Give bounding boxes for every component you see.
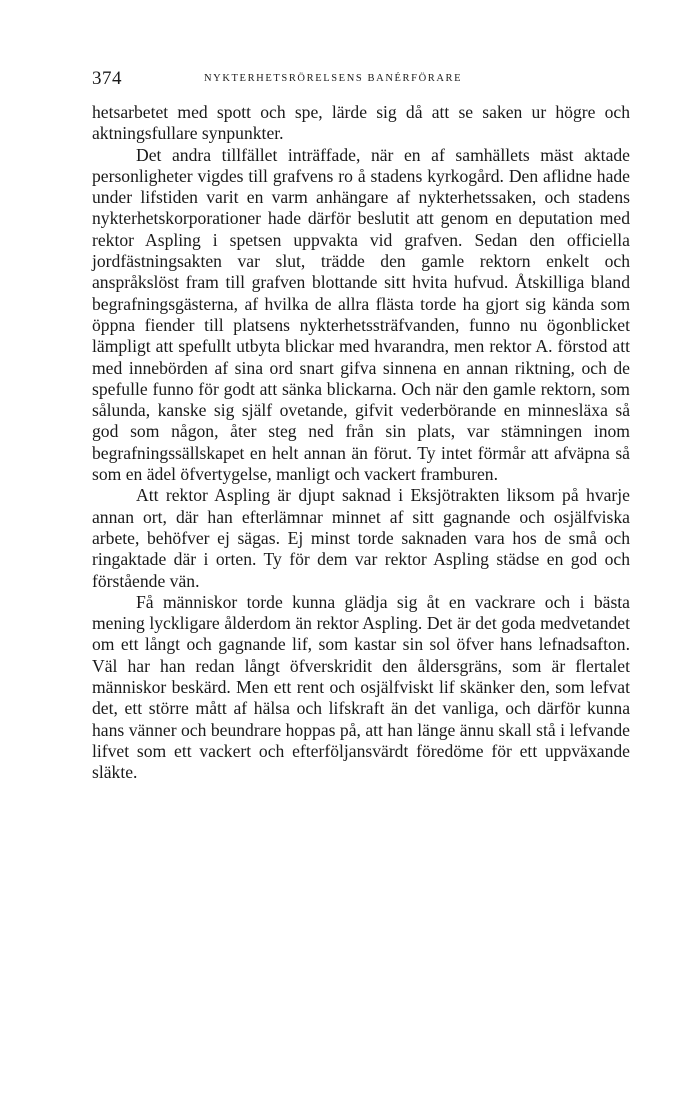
paragraph: Det andra tillfället inträffade, när en af samhällets mäst aktade personligheter vigdes till grafvens ro å stadens kyrkogård. Den aflidne hade under lifstiden varit en varm anhängare af nykterhetssaken, och stadens nykterhetskorporationer hade därför beslutit att genom en deputation med rektor Aspling i spetsen uppvakta vid grafven. Sedan den officiella jordfästningsakten var slut, trädde den gamle rektorn enkelt och anspråkslöst fram till grafven blottande sitt hvita hufvud. Åtskilliga bland begrafningsgästerna, af hvilka de allra flästa torde ha gjort sig kända som öppna fiender till platsens nykterhetssträfvanden, funno nu ögonblicket lämpligt att spefullt utbyta blickar med hvarandra, men rektor A. förstod att med innebörden af sina ord snart gifva sinnena en annan riktning, och de spefulle funno för godt att sänka blickarna. Och när den gamle rektorn, som sålunda, kanske sig själf ovetande, gifvit vederbörande en minnesläxa så god som någon, åter steg ned från sin plats, var stämningen inom begrafningssällskapet en helt annan än förut. Ty intet förmår att afväpna så som en ädel öfvertygelse, manligt och vackert framburen. (92, 144, 630, 485)
paragraph: Att rektor Aspling är djupt saknad i Eksjötrakten liksom på hvarje annan ort, där han efterlämnar minnet af sitt gagnande och osjälfviska arbete, behöfver ej sägas. Ej minst torde saknaden vara hos de små och ringaktade där i orten. Ty för dem var rektor Aspling städse en god och förstående vän. (92, 485, 630, 591)
running-head (92, 68, 630, 90)
body-text (92, 102, 630, 784)
paragraph: Få människor torde kunna glädja sig åt en vackrare och i bästa mening lyckligare ålderdom än rektor Aspling. Det är det goda medvetandet om ett långt och gagnande lif, som kastar sin sol öfver hans lefnadsafton. Väl har han redan långt öfverskridit den åldersgräns, som är flertalet människor beskärd. Men ett rent och osjälfviskt lif skänker den, som lefvat det, ett större mått af hälsa och lifskraft än det vanliga, och därför kunna hans vänner och beundrare hoppas på, att han länge ännu skall stå i lefvande lifvet som ett vackert och efterföljansvärdt föredöme för ett uppväxande släkte. (92, 591, 630, 783)
paragraph-continuation: hetsarbetet med spott och spe, lärde sig då att se saken ur högre och aktningsfullare synpunkter. (92, 102, 630, 144)
page-number: 374 (92, 68, 122, 89)
running-title: NYKTERHETSRÖRELSENS BANÉRFÖRARE (204, 73, 463, 84)
